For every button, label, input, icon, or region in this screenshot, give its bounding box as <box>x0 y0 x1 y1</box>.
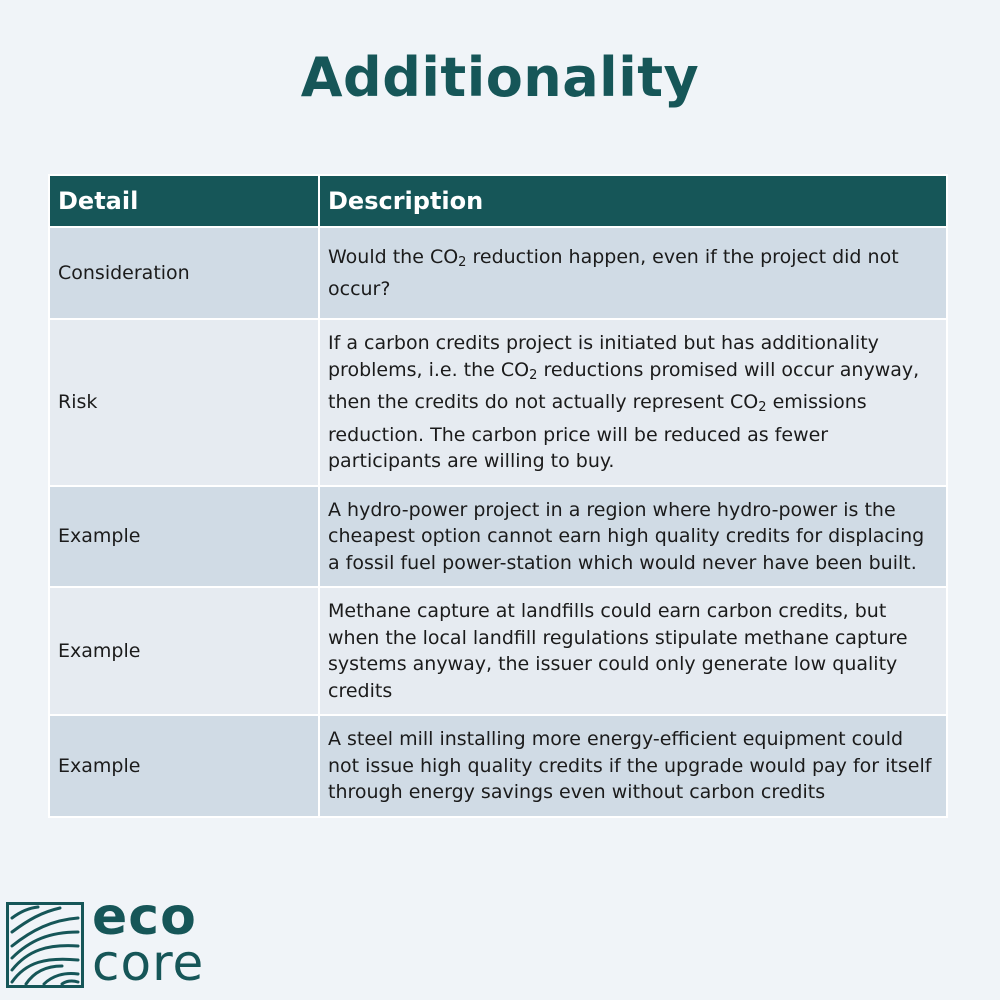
row-description: Would the $CO_2$ reduction happen, even if the project did not occur? <box>319 227 947 319</box>
row-description: A hydro-power project in a region where hydro-power is the cheapest option cannot earn high quality credits for displacing a fossil fuel power-station which would never have been built. <box>319 486 947 588</box>
table-row <box>49 486 947 588</box>
row-description: A steel mill installing more energy-efficient equipment could not issue high quality credits if the upgrade would pay for itself through energy savings even without carbon credits <box>319 715 947 817</box>
eco-core-logo <box>6 887 206 992</box>
header-description: Description <box>319 175 947 227</box>
logo-word-eco: eco <box>92 887 197 947</box>
table-row <box>49 319 947 486</box>
page-title: Additionality <box>300 46 700 109</box>
row-description: Methane capture at landfills could earn carbon credits, but when the local landfill regulations stipulate methane capture systems anyway, the issuer could only generate low quality credits <box>319 587 947 715</box>
logo-word-core: core <box>92 934 205 992</box>
leaf-pattern-icon <box>6 902 84 988</box>
row-detail: Consideration <box>49 227 319 319</box>
table-row <box>49 227 947 319</box>
row-detail: Example <box>49 486 319 588</box>
row-detail: Example <box>49 587 319 715</box>
table-row <box>49 715 947 817</box>
row-detail: Example <box>49 715 319 817</box>
table-row <box>49 587 947 715</box>
header-detail: Detail <box>49 175 319 227</box>
additionality-table <box>48 174 948 818</box>
row-detail: Risk <box>49 319 319 486</box>
table-header-row <box>49 175 947 227</box>
logo-text <box>92 887 205 992</box>
row-description: If a carbon credits project is initiated but has additionality problems, i.e. the $CO_2$ reductions promised will occur anyway, then the credits do not actually represent $CO_2$ emissions reduction. The carbon price will be reduced as fewer participants are willing to buy. <box>319 319 947 486</box>
